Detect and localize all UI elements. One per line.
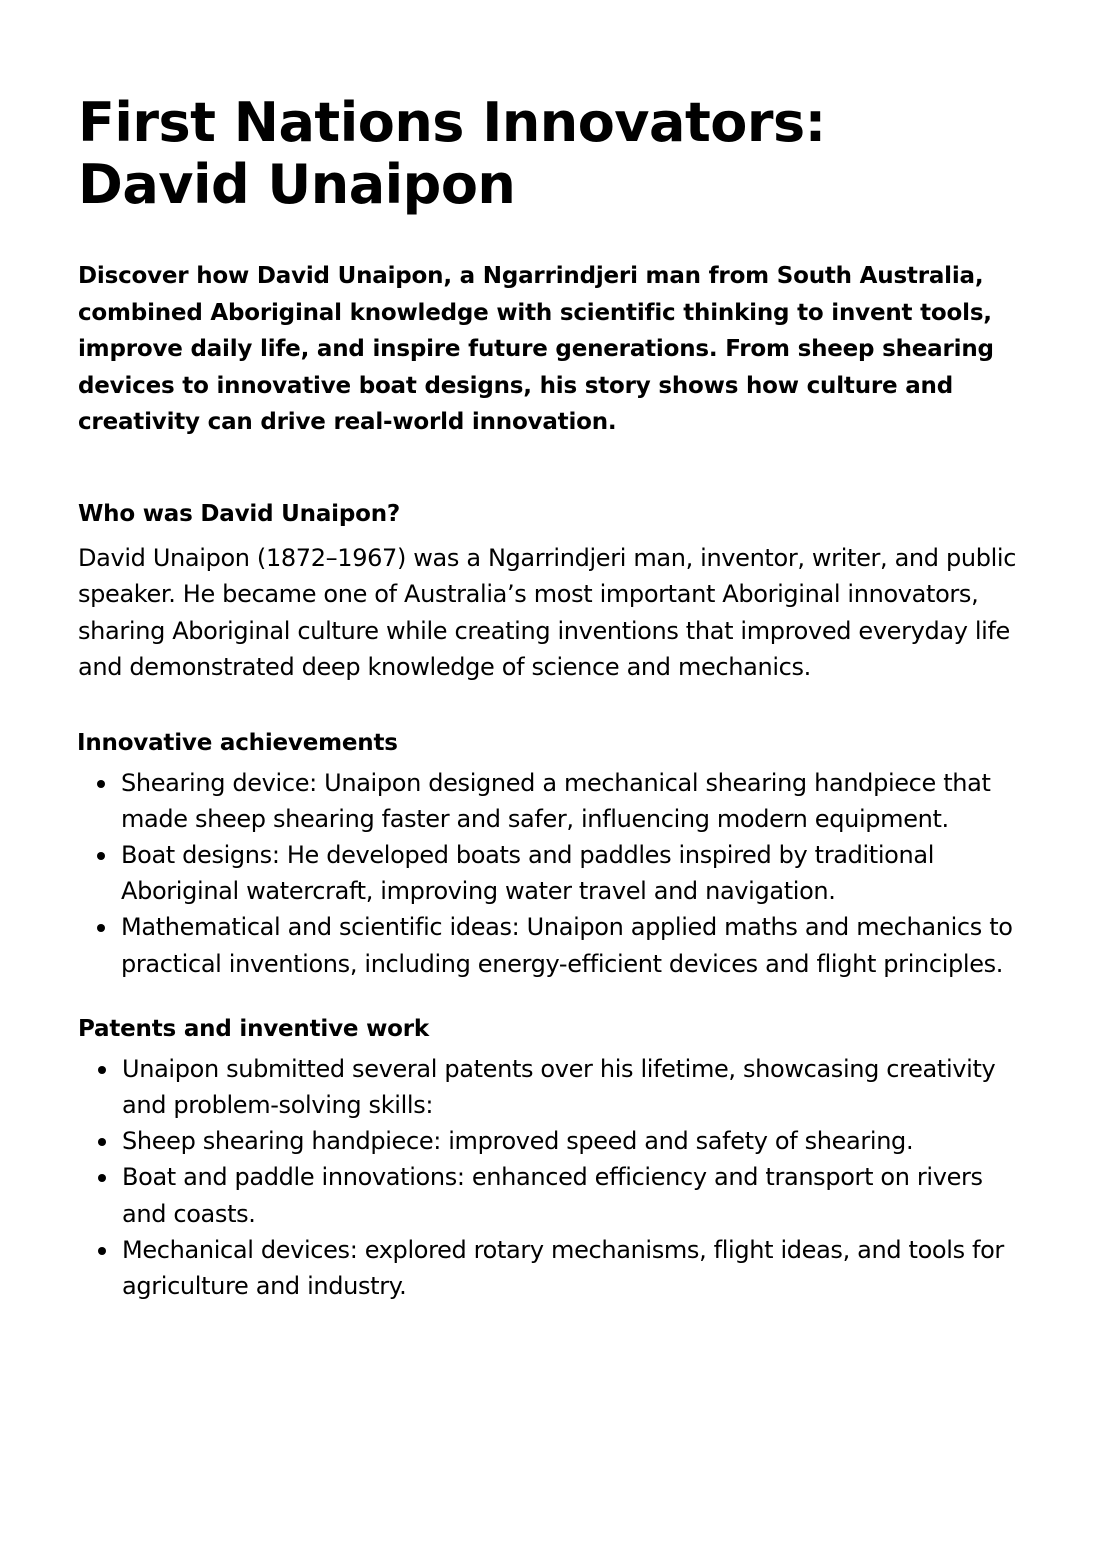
bullet-icon xyxy=(97,780,105,788)
bullet-icon xyxy=(98,1138,106,1146)
document-page xyxy=(78,92,1028,1304)
list-item xyxy=(78,837,1028,909)
patents-section xyxy=(78,1012,1028,1304)
list-item xyxy=(78,765,1028,837)
intro-paragraph: Discover how David Unaipon, a Ngarrindjeri man from South Australia, combined Aboriginal knowledge with scientific thinking to invent tools, improve daily life, and inspire future generations. From sheep shearing devices to innovative boat designs, his story shows how culture and creativity can drive real-world innovation. xyxy=(78,263,994,435)
list-item xyxy=(78,1123,1028,1159)
page-title-line-2: David Unaipon xyxy=(78,153,516,216)
bullet-icon xyxy=(98,1247,106,1255)
list-item-text: Unaipon submitted several patents over his lifetime, showcasing creativity and problem-solving skills: xyxy=(122,1054,996,1119)
page-title-line-1: First Nations Innovators: xyxy=(78,91,826,154)
patents-list xyxy=(78,1051,1028,1304)
list-item-text: Sheep shearing handpiece: improved speed and safety of shearing. xyxy=(122,1127,914,1156)
bullet-icon xyxy=(97,924,105,932)
patents-heading: Patents and inventive work xyxy=(78,1015,429,1042)
list-item xyxy=(78,1159,1028,1231)
who-section xyxy=(78,497,1028,686)
page-title xyxy=(78,92,1028,216)
list-item xyxy=(78,909,1028,981)
bullet-icon xyxy=(97,852,105,860)
achievements-list xyxy=(78,765,1028,982)
bullet-icon xyxy=(98,1174,106,1182)
list-item-text: Shearing device: Unaipon designed a mechanical shearing handpiece that made sheep shearing faster and safer, influencing modern equipment. xyxy=(121,768,991,833)
achievements-heading: Innovative achievements xyxy=(77,729,398,756)
list-item-text: Boat designs: He developed boats and paddles inspired by traditional Aboriginal watercraft, improving water travel and navigation. xyxy=(121,840,935,906)
bullet-icon xyxy=(98,1066,106,1074)
who-paragraph: David Unaipon (1872–1967) was a Ngarrindjeri man, inventor, writer, and public speaker. He became one of Australia’s most important Aboriginal innovators, sharing Aboriginal culture while creating inventions that improved everyday life and demonstrated deep knowledge of science and mechanics. xyxy=(78,543,1017,681)
list-item xyxy=(78,1051,1028,1123)
list-item-text: Mathematical and scientific ideas: Unaipon applied maths and mechanics to practical inventions, including energy-efficient devices and flight principles. xyxy=(121,913,1013,978)
list-item xyxy=(78,1232,1028,1304)
who-heading: Who was David Unaipon? xyxy=(78,500,401,527)
achievements-section xyxy=(78,726,1028,982)
list-item-text: Mechanical devices: explored rotary mechanisms, flight ideas, and tools for agriculture and industry. xyxy=(122,1235,1004,1300)
list-item-text: Boat and paddle innovations: enhanced efficiency and transport on rivers and coasts. xyxy=(122,1163,983,1228)
